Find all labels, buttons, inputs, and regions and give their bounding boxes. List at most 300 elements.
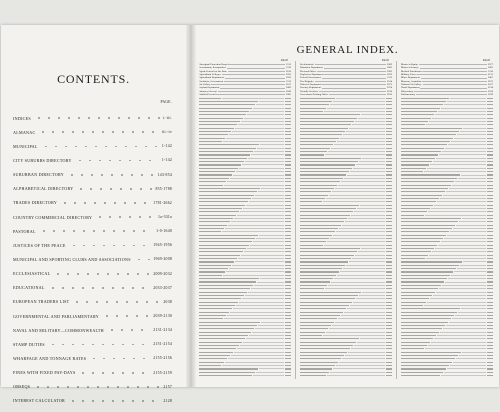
illegible-page-number: [487, 365, 493, 366]
leader-dots: [459, 355, 486, 356]
leader-dots: [461, 308, 486, 309]
illegible-text: [199, 315, 226, 316]
leader-dots: [347, 308, 385, 309]
illegible-text: [401, 201, 436, 202]
illegible-text: [300, 174, 346, 175]
leader-dots: [248, 158, 284, 159]
illegible-page-number: [285, 245, 291, 246]
illegible-text: [199, 312, 229, 313]
leader-dots: [447, 235, 486, 236]
index-entry-label: Attorney-General: [199, 89, 217, 93]
illegible-page-number: [386, 312, 392, 313]
illegible-text: [199, 108, 252, 109]
illegible-text: [401, 338, 433, 339]
leader-dots: [417, 74, 487, 75]
illegible-page-number: [386, 168, 392, 169]
index-column-1: [199, 63, 291, 381]
illegible-page-number: [386, 111, 392, 112]
illegible-text: [199, 101, 258, 102]
illegible-text: [199, 275, 222, 276]
illegible-text: [199, 288, 250, 289]
illegible-page-number: [386, 174, 392, 175]
illegible-text: [300, 195, 328, 196]
leader-dots: [235, 261, 284, 262]
leader-dots: [315, 81, 386, 82]
leader-dots: [455, 181, 486, 182]
book-spread: [1, 25, 499, 404]
illegible-text: [199, 188, 260, 189]
leader-dots: [349, 128, 385, 129]
illegible-text: [401, 251, 431, 252]
illegible-text: [300, 251, 357, 252]
illegible-page-number: [285, 281, 291, 282]
illegible-text: [401, 288, 438, 289]
illegible-page-number: [285, 348, 291, 349]
illegible-page-number: [285, 171, 291, 172]
illegible-text: [401, 372, 443, 373]
illegible-page-number: [386, 358, 392, 359]
contents-entry-label: EUROPEAN TRADERS LIST: [13, 299, 70, 305]
illegible-text: [199, 201, 248, 202]
leader-dots: [425, 215, 486, 216]
illegible-page-number: [386, 355, 392, 356]
illegible-text: [401, 375, 440, 376]
index-entry-label: Naval Department: [401, 86, 420, 90]
illegible-text: [300, 141, 336, 142]
leader-dots: [331, 282, 385, 283]
leader-dots: [332, 325, 385, 326]
illegible-text: [199, 281, 256, 282]
illegible-text: [401, 118, 431, 119]
illegible-text: [401, 342, 430, 343]
leader-dots: [438, 111, 486, 112]
illegible-page-number: [386, 124, 392, 125]
leader-dots: [322, 84, 386, 85]
illegible-page-number: [386, 138, 392, 139]
illegible-page-number: [487, 144, 493, 145]
illegible-page-number: [386, 328, 392, 329]
index-entry-label: Forestry Department: [300, 86, 321, 90]
leader-dots: [255, 195, 284, 196]
illegible-page-number: [285, 131, 291, 132]
illegible-text: [401, 181, 454, 182]
illegible-text: [199, 131, 231, 132]
leader-dots: [423, 84, 487, 85]
illegible-text: [199, 335, 248, 336]
index-entry-label: Master in Lunacy: [401, 66, 419, 70]
leader-dots: [443, 195, 486, 196]
leader-dots: [253, 375, 284, 376]
illegible-page-number: [386, 258, 392, 259]
contents-entry-label: MUNICIPAL AND SPORTING CLUBS AND ASSOCIATIONS: [13, 256, 131, 262]
leader-dots: [38, 131, 158, 133]
illegible-text: [199, 358, 227, 359]
leader-dots: [222, 231, 284, 232]
illegible-page-number: [386, 365, 392, 366]
contents-entry-page: 1-142: [161, 158, 172, 163]
illegible-page-number: [285, 372, 291, 373]
illegible-text: [401, 302, 426, 303]
leader-dots: [89, 357, 150, 359]
leader-dots: [252, 332, 284, 333]
illegible-page-number: [285, 121, 291, 122]
illegible-page-number: [386, 342, 392, 343]
index-column-2: [300, 63, 392, 381]
index-entry-page: 2108: [488, 89, 493, 93]
illegible-text: [199, 251, 243, 252]
leader-dots: [325, 288, 385, 289]
index-column-header-3: PAGE: [483, 59, 491, 62]
illegible-text: [401, 352, 461, 353]
illegible-page-number: [487, 124, 493, 125]
leader-dots: [430, 164, 486, 165]
illegible-text: [300, 338, 359, 339]
illegible-text: [300, 342, 356, 343]
illegible-page-number: [386, 298, 392, 299]
illegible-page-number: [487, 154, 493, 155]
illegible-text: [300, 275, 336, 276]
illegible-page-number: [487, 235, 493, 236]
illegible-page-number: [386, 154, 392, 155]
leader-dots: [338, 185, 385, 186]
index-entry-label: Master in Equity: [401, 63, 418, 66]
column-divider: [396, 61, 397, 379]
illegible-page-number: [487, 308, 493, 309]
illegible-page-number: [487, 118, 493, 119]
illegible-page-number: [487, 292, 493, 293]
leader-dots: [258, 325, 284, 326]
leader-dots: [229, 268, 284, 269]
leader-dots: [48, 287, 151, 289]
leader-dots: [230, 312, 284, 313]
index-entry-page: 2110: [488, 69, 493, 73]
index-entry-label: Government Printing Office: [300, 93, 329, 97]
contents-entry-page: 1-142: [161, 144, 172, 149]
illegible-text: [300, 168, 352, 169]
contents-entry-page: 2131-2134: [153, 328, 172, 333]
illegible-text: [199, 328, 254, 329]
index-entry-page: 2095: [387, 69, 392, 73]
leader-dots: [68, 400, 160, 402]
illegible-page-number: [285, 342, 291, 343]
leader-dots: [322, 88, 386, 89]
leader-dots: [253, 241, 284, 242]
illegible-text: [199, 181, 226, 182]
contents-entry-label: ALMANAC: [13, 129, 36, 135]
leader-dots: [427, 168, 486, 169]
leader-dots: [261, 188, 284, 189]
leader-dots: [453, 228, 486, 229]
contents-entry: [13, 210, 172, 224]
contents-entry-label: ECCLESIASTICAL: [13, 271, 51, 277]
illegible-text: [300, 248, 360, 249]
illegible-text: [199, 195, 254, 196]
leader-dots: [222, 74, 285, 75]
leader-dots: [243, 208, 284, 209]
index-entry-label: Architects, Government: [199, 79, 224, 83]
leader-dots: [342, 358, 385, 359]
contents-entry: [13, 139, 172, 153]
illegible-text: [199, 372, 255, 373]
leader-dots: [317, 71, 386, 72]
illegible-page-number: [386, 228, 392, 229]
leader-dots: [334, 144, 385, 145]
contents-entry-label: COUNTRY COMMERCIAL DIRECTORY: [13, 214, 93, 220]
leader-dots: [436, 158, 486, 159]
illegible-text: [401, 365, 449, 366]
illegible-page-number: [487, 168, 493, 169]
index-entry-page: 2107: [286, 83, 291, 87]
leader-dots: [326, 198, 385, 199]
contents-entry: [13, 182, 172, 196]
leader-dots: [458, 178, 486, 179]
illegible-page-number: [285, 185, 291, 186]
leader-dots: [60, 202, 150, 204]
illegible-text: [199, 148, 256, 149]
contents-entry: [13, 252, 172, 266]
leader-dots: [237, 215, 284, 216]
illegible-text: [401, 245, 437, 246]
leader-dots: [241, 255, 284, 256]
index-entry-page: 2131: [488, 73, 493, 77]
leader-dots: [426, 124, 486, 125]
illegible-page-number: [487, 188, 493, 189]
leader-dots: [433, 161, 486, 162]
illegible-page-number: [386, 245, 392, 246]
illegible-page-number: [285, 352, 291, 353]
illegible-text: [199, 138, 225, 139]
leader-dots: [328, 151, 385, 152]
index-entry-page: 2106: [387, 89, 392, 93]
illegible-text: [300, 121, 354, 122]
leader-dots: [429, 255, 486, 256]
leader-dots: [327, 375, 385, 376]
illegible-text: [300, 205, 359, 206]
illegible-page-number: [386, 181, 392, 182]
leader-dots: [328, 285, 385, 286]
leader-dots: [330, 104, 385, 105]
leader-dots: [450, 231, 486, 232]
leader-dots: [229, 134, 284, 135]
illegible-page-number: [487, 185, 493, 186]
illegible-page-number: [285, 195, 291, 196]
index-entry-page: 2100: [286, 69, 291, 73]
illegible-text: [401, 191, 445, 192]
leader-dots: [360, 338, 385, 339]
illegible-page-number: [487, 178, 493, 179]
leader-dots: [457, 134, 486, 135]
illegible-text: [401, 114, 434, 115]
illegible-page-number: [487, 218, 493, 219]
contents-entry-page: iii.-iv: [161, 130, 172, 135]
illegible-text: [401, 281, 444, 282]
illegible-text: [401, 348, 424, 349]
illegible-page-number: [285, 141, 291, 142]
illegible-text: [401, 238, 443, 239]
leader-dots: [449, 322, 486, 323]
illegible-page-number: [285, 308, 291, 309]
leader-dots: [222, 98, 284, 99]
illegible-text: [401, 185, 451, 186]
illegible-text: [300, 111, 323, 112]
illegible-text: [199, 168, 238, 169]
illegible-page-number: [487, 288, 493, 289]
leader-dots: [348, 218, 385, 219]
illegible-text: [401, 174, 460, 175]
illegible-text: [401, 248, 434, 249]
leader-dots: [357, 208, 385, 209]
illegible-page-number: [386, 208, 392, 209]
illegible-text: [401, 154, 438, 155]
illegible-text: [199, 235, 258, 236]
leader-dots: [446, 191, 486, 192]
illegible-page-number: [386, 251, 392, 252]
leader-dots: [323, 335, 385, 336]
illegible-text: [199, 98, 221, 99]
leader-dots: [323, 201, 385, 202]
illegible-text: [401, 121, 428, 122]
illegible-text: [401, 255, 428, 256]
illegible-text: [300, 265, 345, 266]
leader-dots: [78, 372, 150, 374]
leader-dots: [422, 81, 487, 82]
illegible-page-number: [386, 292, 392, 293]
illegible-text: [300, 305, 349, 306]
leader-dots: [419, 64, 487, 65]
illegible-page-number: [285, 355, 291, 356]
illegible-text: [199, 154, 250, 155]
index-entry-page: 2039: [488, 93, 493, 97]
leader-dots: [461, 175, 486, 176]
illegible-text: [300, 108, 326, 109]
leader-dots: [260, 144, 284, 145]
illegible-text: [401, 168, 426, 169]
illegible-text: [401, 345, 427, 346]
index-entry-label: Fire Brigades: [300, 79, 314, 83]
illegible-page-number: [285, 205, 291, 206]
illegible-page-number: [285, 128, 291, 129]
illegible-text: [300, 185, 337, 186]
illegible-page-number: [386, 308, 392, 309]
illegible-text: [199, 318, 223, 319]
illegible-text: [199, 248, 246, 249]
contents-entry-label: GOVERNMENTAL AND PARLIAMENTARY: [13, 313, 99, 319]
illegible-page-number: [487, 255, 493, 256]
contents-entry-label: WHARFAGE AND TONNAGE RATES: [13, 355, 87, 361]
index-entry-label: Electoral Office: [300, 69, 316, 73]
leader-dots: [225, 228, 284, 229]
leader-dots: [256, 372, 284, 373]
contents-entry-label: INTEREST CALCULATOR: [13, 398, 66, 404]
illegible-page-number: [386, 101, 392, 102]
leader-dots: [432, 251, 486, 252]
illegible-page-number: [285, 144, 291, 145]
column-divider: [295, 61, 296, 379]
illegible-page-number: [285, 118, 291, 119]
illegible-text: [300, 352, 347, 353]
leader-dots: [362, 158, 385, 159]
index-entry-page: 2110: [286, 66, 291, 70]
leader-dots: [319, 91, 386, 92]
contents-entry-page: i.-iii.: [162, 116, 172, 121]
illegible-page-number: [487, 195, 493, 196]
leader-dots: [345, 355, 385, 356]
illegible-text: [300, 161, 358, 162]
general-index-page: [196, 25, 499, 387]
illegible-page-number: [285, 191, 291, 192]
illegible-page-number: [487, 261, 493, 262]
illegible-page-number: [285, 288, 291, 289]
illegible-text: [300, 225, 341, 226]
illegible-text: [401, 235, 446, 236]
leader-dots: [257, 148, 284, 149]
illegible-page-number: [386, 148, 392, 149]
illegible-text: [401, 124, 425, 125]
illegible-text: [199, 245, 249, 246]
illegible-text: [300, 332, 325, 333]
index-entry-page: 2009: [387, 63, 392, 66]
illegible-text: [300, 318, 337, 319]
leader-dots: [463, 261, 486, 262]
contents-entry: [13, 111, 172, 125]
illegible-text: [401, 134, 456, 135]
index-entry-label: Agent-General for the State: [199, 69, 227, 73]
leader-dots: [351, 215, 385, 216]
illegible-page-number: [386, 241, 392, 242]
contents-entry-label: MUNICIPAL: [13, 143, 38, 149]
leader-dots: [329, 195, 385, 196]
illegible-page-number: [386, 322, 392, 323]
leader-dots: [224, 318, 284, 319]
leader-dots: [448, 278, 486, 279]
illegible-page-number: [285, 271, 291, 272]
leader-dots: [220, 88, 285, 89]
illegible-text: [199, 295, 244, 296]
illegible-text: [401, 178, 457, 179]
illegible-page-number: [386, 195, 392, 196]
illegible-page-number: [487, 111, 493, 112]
leader-dots: [355, 121, 385, 122]
leader-dots: [341, 315, 385, 316]
illegible-page-number: [487, 128, 493, 129]
index-entry-page: 2107: [488, 79, 493, 83]
illegible-page-number: [285, 98, 291, 99]
illegible-page-number: [285, 158, 291, 159]
leader-dots: [252, 198, 284, 199]
illegible-text: [199, 205, 245, 206]
illegible-page-number: [487, 251, 493, 252]
illegible-text: [199, 268, 228, 269]
illegible-text: [401, 111, 437, 112]
leader-dots: [437, 335, 486, 336]
illegible-page-number: [285, 258, 291, 259]
leader-dots: [345, 221, 385, 222]
illegible-text: [401, 268, 456, 269]
contents-entry: [13, 238, 172, 252]
illegible-text: [199, 305, 235, 306]
leader-dots: [239, 168, 284, 169]
illegible-text: [199, 118, 243, 119]
leader-dots: [325, 154, 385, 155]
illegible-page-number: [487, 138, 493, 139]
illegible-page-number: [285, 322, 291, 323]
illegible-page-number: [285, 261, 291, 262]
illegible-text: [199, 144, 259, 145]
illegible-page-number: [386, 185, 392, 186]
illegible-page-number: [386, 345, 392, 346]
illegible-page-number: [285, 362, 291, 363]
leader-dots: [444, 372, 486, 373]
